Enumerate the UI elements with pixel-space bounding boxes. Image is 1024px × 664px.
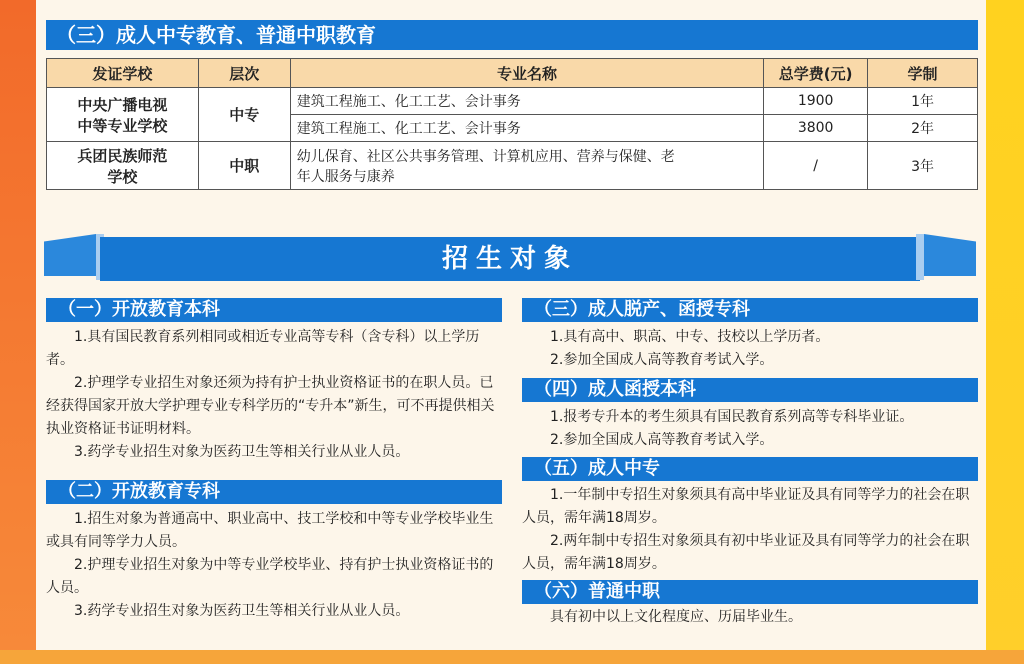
paragraph: 具有初中以上文化程度应、历届毕业生。 xyxy=(550,609,802,625)
heading-adult-associate: （三）成人脱产、函授专科 xyxy=(522,298,978,322)
fee-cell: 1900 xyxy=(764,88,868,115)
paragraph: 3.药学专业招生对象为医药卫生等相关行业从业人员。 xyxy=(74,444,410,460)
years-cell: 1年 xyxy=(868,88,978,115)
bottom-border xyxy=(0,650,1024,664)
school-cell xyxy=(47,142,199,190)
paragraph: 2.两年制中专招生对象须具有初中毕业证及具有同等学力的社会在职人员，需年满18周岁。 xyxy=(522,533,970,572)
banner-right-ribbon xyxy=(924,234,976,276)
paragraph: 2.护理学专业招生对象还须为持有护士执业资格证书的在职人员。已经获得国家开放大学护理专业专科学历的“专升本”新生，可不再提供相关执业资格证书证明材料。 xyxy=(46,375,495,437)
table-row xyxy=(47,88,978,115)
fee-table xyxy=(46,58,978,190)
paragraph: 1.一年制中专招生对象须具有高中毕业证及具有同等学力的社会在职人员，需年满18周岁。 xyxy=(522,487,970,526)
heading-open-bachelor: （一）开放教育本科 xyxy=(46,298,502,322)
paragraph: 2.参加全国成人高等教育考试入学。 xyxy=(550,352,774,368)
adult-bachelor-text xyxy=(522,406,978,452)
vocational-text xyxy=(522,606,978,629)
level-cell: 中职 xyxy=(198,142,290,190)
school-name-line: 兵团民族师范 xyxy=(77,146,168,165)
paragraph: 1.具有国民教育系列相同或相近专业高等专科（含专科）以上学历者。 xyxy=(46,329,480,368)
header-fee: 总学费(元) xyxy=(764,59,868,88)
enrollment-banner xyxy=(40,230,980,280)
paragraph: 1.具有高中、职高、中专、技校以上学历者。 xyxy=(550,329,830,345)
heading-adult-bachelor: （四）成人函授本科 xyxy=(522,378,978,402)
paragraph: 1.报考专升本的考生须具有国民教育系列高等专科毕业证。 xyxy=(550,409,914,425)
school-name-line: 中央广播电视 xyxy=(77,95,168,114)
right-yellow-border xyxy=(986,0,1024,664)
section-title-adult-secondary: （三）成人中专教育、普通中职教育 xyxy=(46,20,978,50)
paragraph: 2.参加全国成人高等教育考试入学。 xyxy=(550,432,774,448)
paragraph: 3.药学专业招生对象为医药卫生等相关行业从业人员。 xyxy=(74,603,410,619)
left-orange-border xyxy=(0,0,36,664)
header-major: 专业名称 xyxy=(290,59,763,88)
adult-associate-text xyxy=(522,326,978,372)
heading-open-associate: （二）开放教育专科 xyxy=(46,480,502,504)
level-cell: 中专 xyxy=(198,88,290,142)
table-row xyxy=(47,142,978,190)
banner-right-fold xyxy=(916,234,924,280)
major-line: 年人服务与康养 xyxy=(296,168,395,185)
banner-left-ribbon xyxy=(44,234,96,276)
major-cell xyxy=(290,142,763,190)
table-header-row xyxy=(47,59,978,88)
adult-secondary-text xyxy=(522,484,978,576)
header-level: 层次 xyxy=(198,59,290,88)
heading-adult-secondary: （五）成人中专 xyxy=(522,457,978,481)
major-line: 幼儿保育、社区公共事务管理、计算机应用、营养与保健、老 xyxy=(296,148,675,165)
school-name-line: 学校 xyxy=(107,167,138,186)
school-name-line: 中等专业学校 xyxy=(77,116,168,135)
heading-vocational: （六）普通中职 xyxy=(522,580,978,604)
paragraph: 2.护理专业招生对象为中等专业学校毕业、持有护士执业资格证书的人员。 xyxy=(46,557,494,596)
header-school: 发证学校 xyxy=(47,59,199,88)
fee-cell: / xyxy=(764,142,868,190)
header-years: 学制 xyxy=(868,59,978,88)
major-cell: 建筑工程施工、化工工艺、会计事务 xyxy=(290,88,763,115)
years-cell: 3年 xyxy=(868,142,978,190)
banner-title: 招生对象 xyxy=(100,237,920,281)
fee-cell: 3800 xyxy=(764,115,868,142)
open-bachelor-text xyxy=(46,326,502,464)
years-cell: 2年 xyxy=(868,115,978,142)
paragraph: 1.招生对象为普通高中、职业高中、技工学校和中等专业学校毕业生或具有同等学力人员。 xyxy=(46,511,494,550)
school-cell xyxy=(47,88,199,142)
major-cell: 建筑工程施工、化工工艺、会计事务 xyxy=(290,115,763,142)
open-associate-text xyxy=(46,508,502,623)
